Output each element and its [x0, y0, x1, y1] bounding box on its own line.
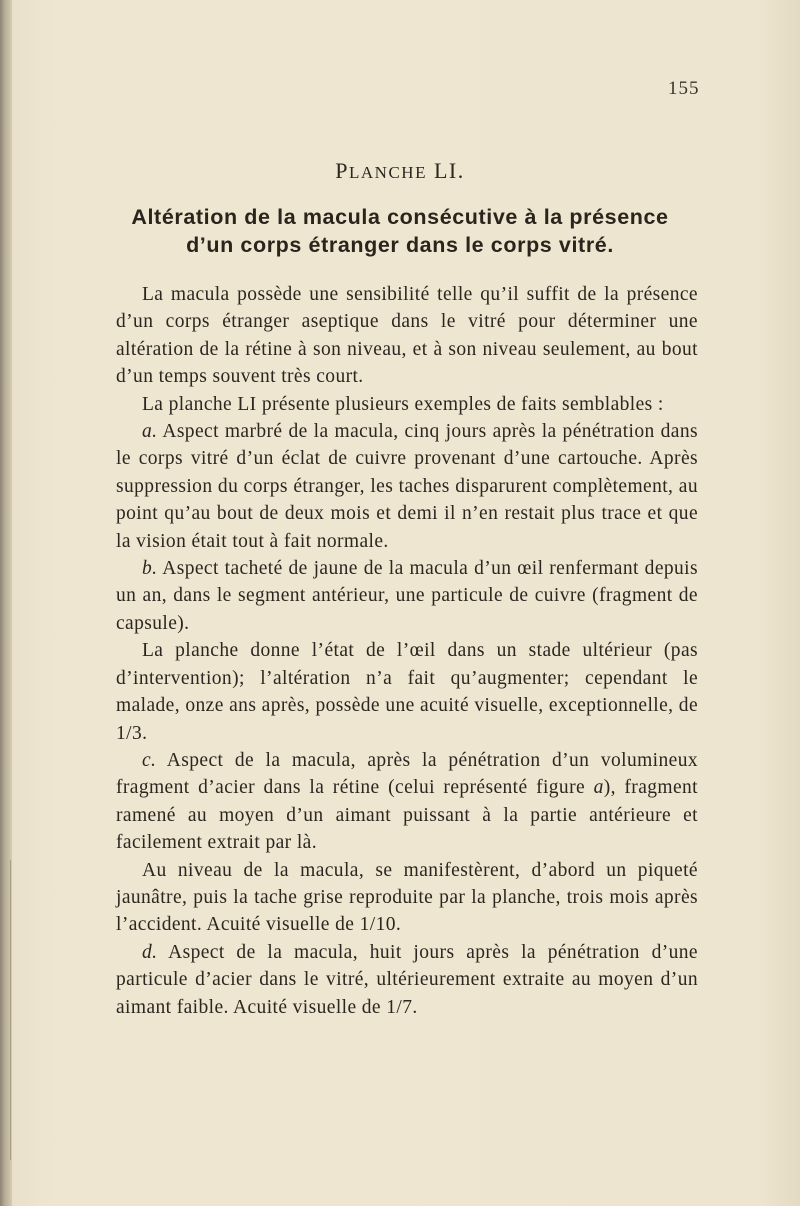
paragraph-intro — [116, 281, 698, 391]
paragraph-item-d — [116, 939, 698, 1021]
paragraph-text: Aspect tacheté de jaune de la macula d’un œil renfermant depuis un an, dans le segment antérieur, une particule de cuivre (fragment de capsule). — [116, 558, 698, 634]
section-heading — [80, 203, 720, 259]
item-label: a. — [142, 421, 158, 443]
body-text — [116, 281, 698, 1021]
paragraph-text: Au niveau de la macula, se manifestèrent, d’abord un piqueté jaunâtre, puis la tache grise reproduite par la planche, trois mois après l’accident. Acuité visuelle de 1/10. — [116, 859, 698, 936]
item-label: d. — [142, 941, 158, 963]
paragraph-text: Aspect marbré de la macula, cinq jours après la pénétration dans le corps vitré d’un éclat de cuivre provenant d’une cartouche. Après suppression du corps étranger, les taches disparurent complètement, au point qu’au bout de deux mois et demi il n’en restait plus trace et que la vision était tout à fait normale. — [116, 421, 698, 552]
paragraph-item-b-followup — [116, 637, 698, 747]
plate-title-number: LI. — [426, 158, 465, 183]
paragraph-text-continued: ), fragment ramené au moyen d’un aimant puissant à la partie antérieure et facilement extrait par là. — [116, 777, 698, 854]
item-label: c. — [142, 749, 157, 771]
plate-title-rest: LANCHE — [349, 163, 427, 182]
paragraph-text: Aspect de la macula, huit jours après la pénétration d’une particule d’acier dans le vitré, ultérieurement extraite au moyen d’un aimant faible. Acuité visuelle de 1/7. — [116, 941, 698, 1018]
figure-reference: a — [593, 777, 604, 799]
paragraph-text: La planche donne l’état de l’œil dans un stade ultérieur (pas d’intervention); l’altération n’a fait qu’augmenter; cependant le malade, onze ans après, possède une acuité visuelle, exceptionnelle, de 1/3. — [116, 640, 698, 744]
paragraph-plate-examples — [116, 391, 698, 418]
page-edge-line — [10, 860, 11, 1160]
section-heading-line-1: Altération de la macula consécutive à la présence — [131, 205, 669, 229]
item-label: b. — [142, 558, 158, 580]
paragraph-item-c — [116, 747, 698, 857]
paragraph-text: Aspect de la macula, après la pénétration d’un volumineux fragment d’acier dans la rétine (celui représenté figure — [116, 749, 698, 799]
plate-title-initial: P — [335, 158, 350, 183]
plate-title — [0, 158, 800, 184]
section-heading-line-2: d’un corps étranger dans le corps vitré. — [186, 233, 614, 257]
paragraph-text: La macula possède une sensibilité telle qu’il suffit de la présence d’un corps étranger aseptique dans le vitré pour déterminer une altération de la rétine à son niveau, et à son niveau seulement, au bout d’un temps souvent très court. — [116, 284, 698, 388]
paragraph-item-c-followup — [116, 857, 698, 939]
page-number: 155 — [668, 78, 700, 99]
paragraph-item-a — [116, 418, 698, 555]
paragraph-item-b — [116, 555, 698, 637]
paragraph-text: La planche LI présente plusieurs exemples de faits semblables : — [142, 393, 664, 415]
